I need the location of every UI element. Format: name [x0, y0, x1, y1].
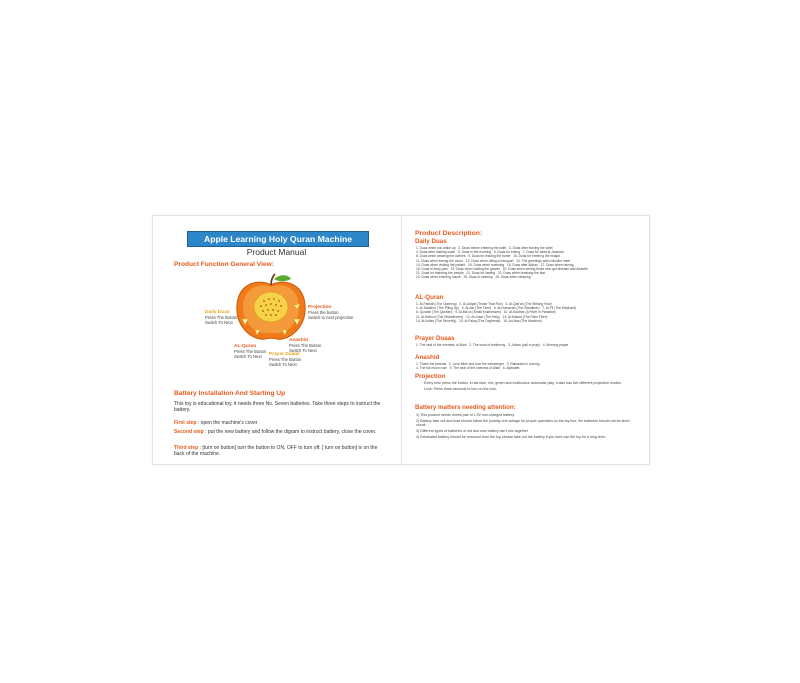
- label-projection-line1: Press the button: [308, 310, 339, 315]
- second-step-label: Second step: [174, 429, 204, 435]
- second-step-text: : put the new battery and follow the digram to instruct battery, close the cover.: [205, 429, 377, 435]
- label-anashid-title: Anashid: [289, 338, 308, 343]
- second-step: [174, 429, 384, 435]
- label-prayer-duaas-line1: Press The Button: [269, 357, 302, 362]
- label-anashid-line2: Switch To Next: [289, 348, 317, 353]
- prayer-duaas-heading: Prayer Duaas: [415, 335, 455, 342]
- battery-item-4: 4) Exhausted battery should be removed from the toy, please take out the battery if you dont use the toy for a long term.: [416, 435, 607, 440]
- battery-matters-list: [416, 413, 638, 441]
- alquran-list: 1. Al-Fatihah (The Opening) 2. Al-Adiyat (Those That Run) 3. Al-Qari'ah (The Striking Hour) 4. Al-Takathur (The Piling Up) 5. Al-Asr (The Time) 6. Al-Humazah (The Slanderer) 7. Al-Fil (The Elephant) 8. Quraish (The Quraish) 9. Al-Ma'un (Small Kindnesses) 10. Al-Kauthar (A River in Paradise) 11. Al-Kafirun (The Disbelievers) 12. An-Nasr (The Help) 13. Al-Masad (The Palm Fibre) 14. Al-Ikhlas (The Sincerity) 15. Al-Falaq (The Daybreak) 16. An-Nas (The Mankind): [416, 302, 576, 323]
- label-projection-line2: Switch to next projection: [308, 315, 354, 320]
- label-prayer-duaas: [269, 352, 301, 367]
- label-alquran-line1: Press The Button: [234, 349, 267, 354]
- projection-heading: Projection: [415, 373, 446, 380]
- manual-sheet: [152, 215, 650, 465]
- label-daily-duas-line2: Switch To Next: [205, 320, 233, 325]
- anashid-heading: Anashid: [415, 354, 440, 361]
- battery-installation-heading: Battery Installation And Starting Up: [174, 390, 286, 397]
- label-anashid-line1: Press The Button: [289, 343, 322, 348]
- label-projection-title: Projection: [308, 305, 332, 310]
- label-alquran-title: AL-Quran: [234, 344, 257, 349]
- right-page: [402, 216, 649, 464]
- apple-machine-illustration: [231, 273, 311, 343]
- manual-subtitle: Product Manual: [246, 247, 307, 257]
- battery-matters-heading: Battery matters needing attention:: [415, 404, 516, 411]
- label-daily-duas-line1: Press The Button: [205, 315, 238, 320]
- label-prayer-duaas-line2: Switch To Next: [269, 362, 297, 367]
- battery-item-1: 1) This product needs threes pair of 1.5V non-charged battery.: [416, 413, 515, 417]
- third-step: [174, 445, 384, 458]
- left-page: [153, 216, 400, 464]
- anashid-list: 1. Thank the parents 2. Love Allah and love the messenger 3. Ramadan is coming 4. The full moon rose 5. The seal of the oneness of Allah 6. Alphabet: [416, 362, 540, 371]
- label-anashid: [289, 338, 321, 353]
- projection-text-2: Lock: Press three seconds to turn on the lock.: [424, 387, 497, 391]
- battery-intro-text: This toy is educational toy, it needs three No. Seven batteries. Take three steps to instruct the battery.: [174, 401, 381, 414]
- label-prayer-duaas-title: Prayer Duaas: [269, 352, 300, 357]
- label-alquran-line2: Switch To Next: [234, 354, 262, 359]
- label-daily-duas-title: Daily Duas: [205, 310, 230, 315]
- manual-title-banner: Apple Learning Holy Quran Machine: [187, 231, 369, 247]
- label-daily-duas: [205, 310, 237, 325]
- label-projection: [308, 305, 353, 320]
- third-step-text: : [turn on button] turn the button to ON, OFF to turn off. [ turn on button] is on the back of the machine.: [174, 445, 378, 458]
- function-view-heading: Product Function General View:: [174, 261, 274, 268]
- projection-text-1: Every time press the button, it has blue, red, green and multicolour automatic play, it also has five different projection modes.: [424, 381, 622, 385]
- projection-text: [416, 381, 638, 393]
- first-step: [174, 420, 384, 426]
- first-step-label: First step: [174, 420, 197, 426]
- daily-duas-list: 1. Duas when you wake up 2. Duas before entering the toilet 3. Duas after leaving the toilet 4. Duas after making wudu 5. Duas in the morning 6. Duas for eating 7. Duas for salat al-Janazah 8. Duas when wearing the clothes 9. Duas for leaving the home 10. Duas for entering the masjid 11. Duas when seeing the moon 12. Duas when riding a transport 13. The greetings when Muslim meet 14. Duas when visiting the patient 15. Duas when sneezing 16. Duas after Adhan 17. Duas when raining 18. Duas in body pain 19. Duas when visiting the graves 20. Duas when seeing those who get disease and disaster 21. Duas for thanking the people 22. Duas for fasting 23. Duas when breaking the fast 24. Duas when entering house 25. Duas in evening 26. Duas when sleeping: [416, 246, 588, 280]
- third-step-label: Third step: [174, 445, 199, 451]
- product-description-heading: Product Description:: [415, 230, 483, 237]
- alquran-heading: AL-Quran: [415, 294, 444, 301]
- battery-item-3: 3) Different types of batteries or old and new battery can't mix together.: [416, 429, 529, 434]
- daily-duas-heading: Daily Duas: [415, 238, 447, 245]
- battery-item-2: 2) Battery take out and load should follow the polarity one voltage for proper operation on the toy box, the batteries should not be short circuit.: [416, 419, 630, 428]
- first-step-text: : open the machine's cover: [197, 420, 258, 426]
- label-alquran: [234, 344, 266, 359]
- prayer-duaas-list: 1. The seal of the oneness of Allah 2. The word of testimony 3. Adzan (call to pray) 4. Morning prayer: [416, 343, 569, 347]
